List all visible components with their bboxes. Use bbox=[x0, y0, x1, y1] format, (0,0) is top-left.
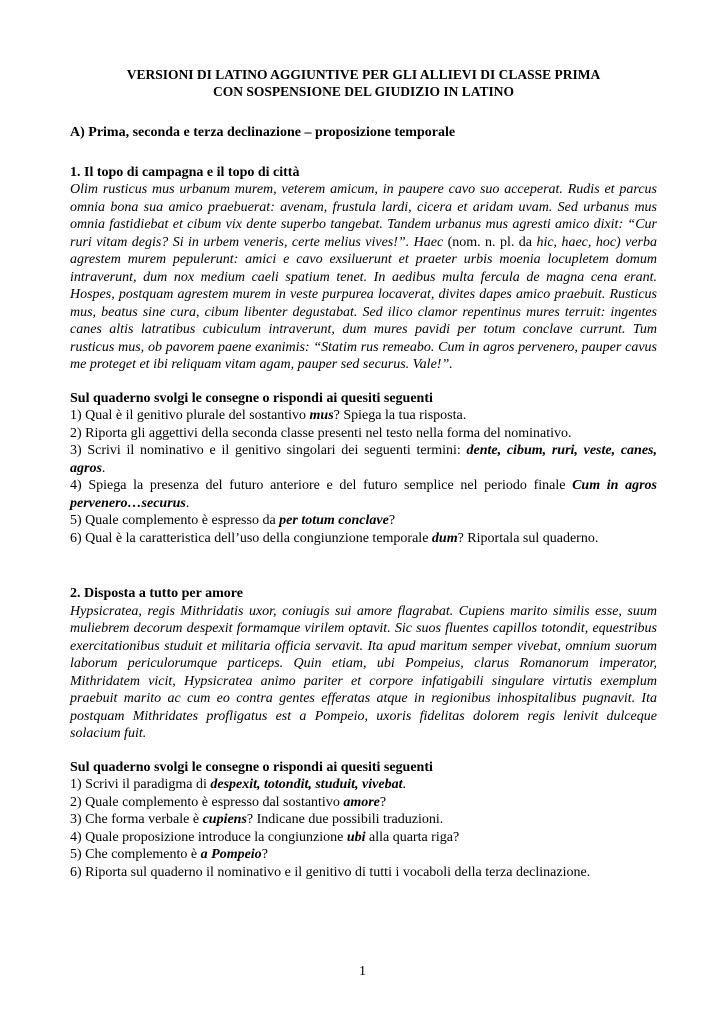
question-2-6: 6) Riporta sul quaderno il nominativo e il genitivo di tutti i vocaboli della terza declinazione. bbox=[70, 864, 591, 880]
questions-2-heading: Sul quaderno svolgi le consegne o rispondi ai quesiti seguenti bbox=[70, 759, 433, 775]
text-1-heading: 1. Il topo di campagna e il topo di città bbox=[70, 164, 300, 180]
question-2-5: 5) Che complemento è a Pompeio? bbox=[70, 847, 268, 862]
question-1-5: 5) Quale complemento è espresso da per totum conclave? bbox=[70, 513, 396, 528]
page-number: 1 bbox=[359, 964, 366, 979]
section-heading-a: A) Prima, seconda e terza declinazione – proposizione temporale bbox=[70, 125, 456, 140]
question-1-4: 4) Spiega la presenza del futuro anteriore e del futuro semplice nel periodo finale Cum in agros pervenero…securus. bbox=[70, 478, 657, 511]
text-1-part-2: hic, haec, hoc bbox=[536, 234, 617, 250]
question-1-3: 3) Scrivi il nominativo e il genitivo singolari dei seguenti termini: dente, cibum, ruri, veste, canes, agros. bbox=[70, 443, 657, 476]
text-1-part-1: Olim rusticus mus urbanum murem, veterem amicum, in paupere cavo suo acceperat. Rudis et parcus omnia bona sua amico praebuerat: avenam, frustula lardi, cicera et aridam uvam. Sed urbanus mus omnia fastidiebat et cibum vix dente superbo tangebat. Tandem urbanus mus agresti amico dixit: “Cur ruri vitam degis? Si in urbem veneris, certe melius vives!”. Haec bbox=[70, 182, 657, 250]
question-1-6: 6) Qual è la caratteristica dell’uso della congiunzione temporale dum? Riportala sul quaderno. bbox=[70, 530, 599, 546]
text-1-part-3: ) verba agrestem murem pepulerunt: amici e cavo exsiluerunt et praeter urbis moenia locupletem domum intraverunt, dum nox medium caeli spatium tenet. In aedibus multa fercula de magna cena erant. Hospes, postquam agrestem murem in veste purpurea locaverat, divites dapes amico praebuit. Rusticus mus, beatus sine cura, cibum libenter degustabat. Sed ilico clamor repentinus mures terruit: ingentes canes altis latratibus cubiculum intraverunt, dum mures pavidi per totum conclave currunt. Tum rusticus mus, ob pavorem paene exanimis: “Statim rus remeabo. Cum in agros pervenero, pauper cavus me proteget et ibi reliquam vitam agam, pauper sed securus. Vale!”. bbox=[70, 234, 657, 372]
document-title-line-1: VERSIONI DI LATINO AGGIUNTIVE PER GLI ALLIEVI DI CLASSE PRIMA bbox=[126, 67, 601, 82]
question-1-2: 2) Riporta gli aggettivi della seconda classe presenti nel testo nella forma del nominativo. bbox=[70, 425, 572, 441]
document-page bbox=[70, 66, 657, 881]
question-2-3: 3) Che forma verbale è cupiens? Indicane due possibili traduzioni. bbox=[70, 812, 444, 827]
text-1-body bbox=[70, 181, 657, 374]
question-2-2: 2) Quale complemento è espresso dal sostantivo amore? bbox=[70, 794, 387, 810]
text-2-heading: 2. Disposta a tutto per amore bbox=[70, 586, 243, 601]
question-2-4: 4) Quale proposizione introduce la congiunzione ubi alla quarta riga? bbox=[70, 829, 460, 845]
document-title-line-2: CON SOSPENSIONE DEL GIUDIZIO IN LATINO bbox=[213, 84, 514, 99]
text-2-body: Hypsicratea, regis Mithridatis uxor, coniugis sui amore flagrabat. Cupiens marito similis esse, suum muliebrem decorum despexit formamque virilem optavit. Sic suos fluentes capillos totondit, equestribus exercitationibus studuit et militaria officia servavit. Ita apud maritum semper vivebat, omnium suorum laborum periculorumque particeps. Quin etiam, ubi Pompeius, clarus Romanorum imperator, Mithridatem vicit, Hypsicratea animo pariter et corpore infatigabili singulare virtutis exemplum praebuit marito ac cum eo contra gentes efferatas atque in regionibus inhospitalibus pugnavit. Ita postquam Mithridates profligatus est a Pompeio, uxoris fidelitas dolorem regis lenivit dulceque solacium fuit. bbox=[70, 603, 657, 741]
question-1-1: 1) Qual è il genitivo plurale del sostantivo mus? Spiega la tua risposta. bbox=[70, 408, 467, 423]
text-1-note: (nom. n. pl. da bbox=[443, 234, 537, 250]
question-2-1: 1) Scrivi il paradigma di despexit, totondit, studuit, vivebat. bbox=[70, 777, 406, 792]
questions-1-heading: Sul quaderno svolgi le consegne o rispondi ai quesiti seguenti bbox=[70, 390, 433, 406]
